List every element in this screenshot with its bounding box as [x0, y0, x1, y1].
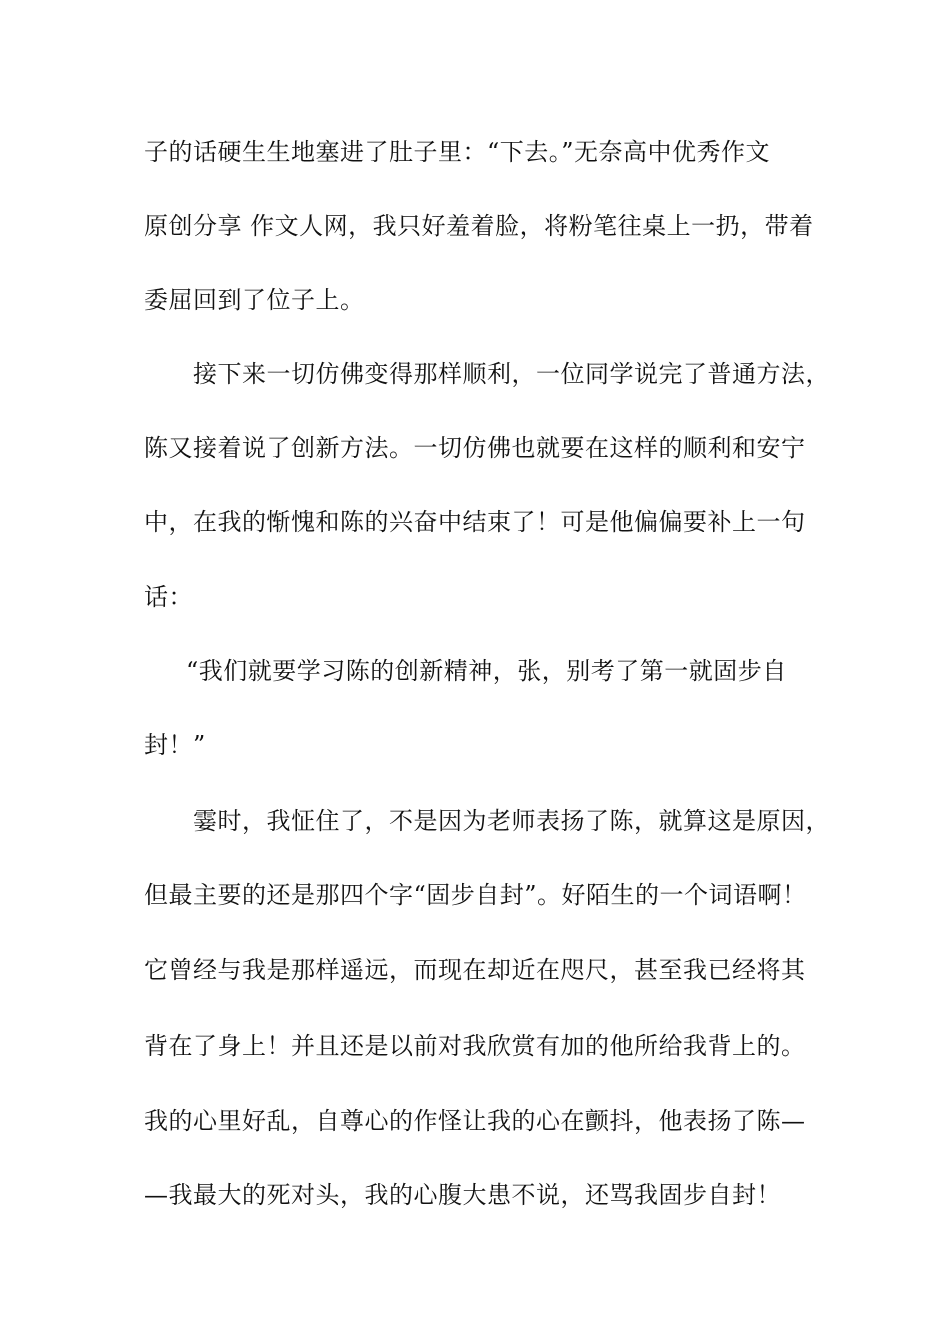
text-line: 接下来一切仿佛变得那样顺利，一位同学说完了普通方法， — [193, 360, 830, 388]
text-line: —我最大的死对头，我的心腹大患不说，还骂我固步自封！ — [144, 1181, 781, 1209]
text-line: 委屈回到了位子上。 — [144, 286, 365, 314]
text-line: “我们就要学习陈的创新精神，张，别考了第一就固步自 — [186, 657, 787, 685]
text-line: 我的心里好乱，自尊心的作怪让我的心在颤抖，他表扬了陈— — [144, 1107, 806, 1135]
text-line: 背在了身上！并且还是以前对我欣赏有加的他所给我背上的。 — [144, 1032, 806, 1060]
text-line: 霎时，我怔住了，不是因为老师表扬了陈，就算这是原因， — [193, 807, 830, 835]
text-line: 它曾经与我是那样遥远，而现在却近在咫尺，甚至我已经将其 — [144, 956, 806, 984]
text-line: 但最主要的还是那四个字“固步自封”。好陌生的一个词语啊！ — [144, 881, 807, 909]
text-line: 话： — [144, 583, 193, 611]
text-line: 原创分享 作文人网，我只好羞着脸，将粉笔往桌上一扔，带着 — [144, 212, 814, 240]
text-line: 封！” — [144, 731, 206, 759]
text-line: 陈又接着说了创新方法。一切仿佛也就要在这样的顺利和安宁 — [144, 434, 806, 462]
text-line: 子的话硬生生地塞进了肚子里：“下去。”无奈高中优秀作文 — [144, 138, 771, 166]
text-line: 中，在我的惭愧和陈的兴奋中结束了！可是他偏偏要补上一句 — [144, 508, 806, 536]
